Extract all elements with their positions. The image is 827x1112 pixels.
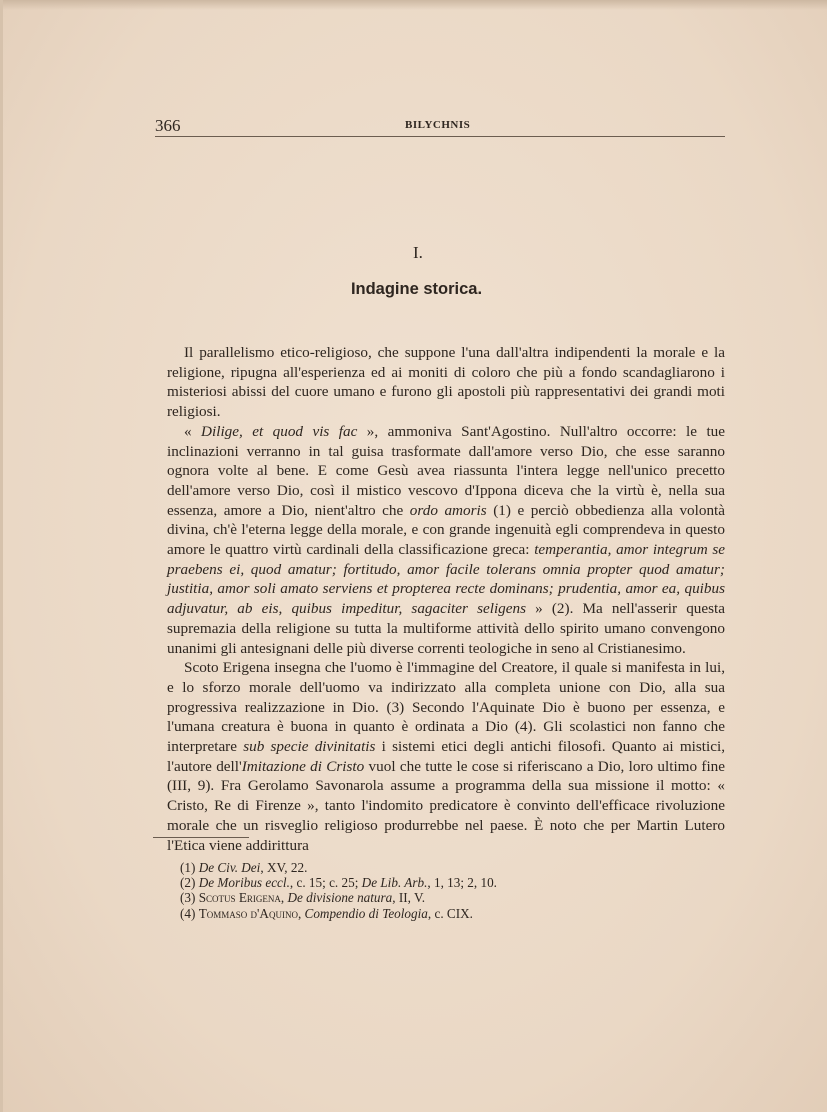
text-run: » (2). Ma nell'asserir questa supremazia della religione su tutta la multiforme attività dello spirito umano convengono unanimi gli antesignani delle più diverse correnti teologiche in seno al Cristianesimo. [167,600,725,657]
italic-run: De divisione natura [287,890,393,906]
page-edge-shadow [3,0,827,10]
body-text [167,343,725,855]
text-run: , [297,905,305,921]
text-run: , c. 15; c. 25; [289,875,362,891]
text-run: Il parallelismo etico-religioso, che suppone l'una dall'altra indipendenti la morale e la religione, ripugna all'esperienza ed ai moniti di coloro che più a fondo scandagliarono i misteriosi abissi del cuore umano e furono gli apostoli più rappresentativi dei grandi moti religiosi. [167,344,725,421]
text-run: , II, V. [392,890,426,906]
footnotes [180,860,700,921]
footnote [180,890,700,905]
italic-run: De Civ. Dei [198,860,261,875]
italic-run: ordo amoris [409,501,487,519]
section-number: I. [413,243,423,262]
footnote [180,906,700,921]
text-run: vuol che tutte le cose si riferiscano a Dio, loro ultimo fine (III, 9). Fra Gerolamo Savonarola assume a programma della sua missione il motto: « Cristo, Re di Firenze », tanto l'indomito predicatore è convinto dell'efficace rivoluzione morale che un risveglio religioso produrrebbe nel paese. È noto che per Martin Lutero l'Etica viene addirittura [167,757,725,854]
text-run: , c. CIX. [427,905,473,921]
small-caps-run: Scotus Erigena [198,890,281,906]
text-run: Scoto Erigena insegna che l'uomo è l'immagine del Creatore, il quale si manifesta in lui, e lo sforzo morale dell'uomo va indirizzato alla completa unione con Dio, alla sua progressiva realizzazione in Dio. (3) Secondo l'Aquinate Dio è buono per essenza, e l'umana creatura è buona in quanto è ordinata a Dio (4). Gli scolastici non fanno che interpretare [167,659,725,756]
text-run: (2) [180,875,199,891]
paragraph [167,422,725,658]
small-caps-run: Tommaso d'Aquino [198,905,298,921]
italic-run: Dilige, et quod vis fac [201,422,358,440]
text-run: i sistemi etici degli antichi filosofi. Quanto ai mistici, l'autore dell' [167,738,726,775]
text-run: (3) [180,890,199,906]
paragraph [167,343,725,422]
italic-run: De Lib. Arb. [361,875,428,891]
footnote-rule [153,837,249,838]
italic-run: Compendio di Teologia [304,905,428,921]
italic-run: Imitazione di Cristo [241,757,365,775]
footnote [180,875,700,890]
section-title: Indagine storica. [350,280,483,298]
running-head: BILYCHNIS [405,119,471,131]
italic-run: sub specie divinitatis [243,738,376,756]
page-number: 366 [155,116,181,135]
text-run: », ammoniva Sant'Agostino. Null'altro occorre: le tue inclinazioni verranno in tal guisa trasformate dall'amore verso Dio, che esse saranno ognora volte al bene. E come Gesù avea riassunta l'intera legge nell'unico precetto dell'amore verso Dio, così il mistico vescovo d'Ippona diceva che la virtù è, nella sua essenza, amore a Dio, nient'altro che [167,422,725,519]
italic-run: temperantia, amor integrum se praebens ei, quod amatur; fortitudo, amor facile tolerans omnia propter quod amatur; justitia, amor soli amato serviens et propterea recte dominans; prudentia, amor ea, quibus adjuvatur, ab eis, quibus impeditur, sagaciter seligens [167,541,725,618]
text-run: , [280,890,288,906]
text-run: (1) [180,860,199,875]
header-rule [155,136,725,137]
footnote [180,860,700,875]
text-run: , XV, 22. [260,860,308,875]
italic-run: De Moribus eccl. [198,875,290,891]
text-run: , 1, 13; 2, 10. [427,875,497,891]
text-run: « [184,422,202,440]
text-run: (1) e perciò obbedienza alla volontà divina, ch'è l'eterna legge della morale, e con grande ingenuità egli comprendeva in questo amore le quattro virtù cardinali della classificazione greca: [167,501,726,559]
text-run: (4) [180,905,199,921]
paragraph [167,658,725,855]
